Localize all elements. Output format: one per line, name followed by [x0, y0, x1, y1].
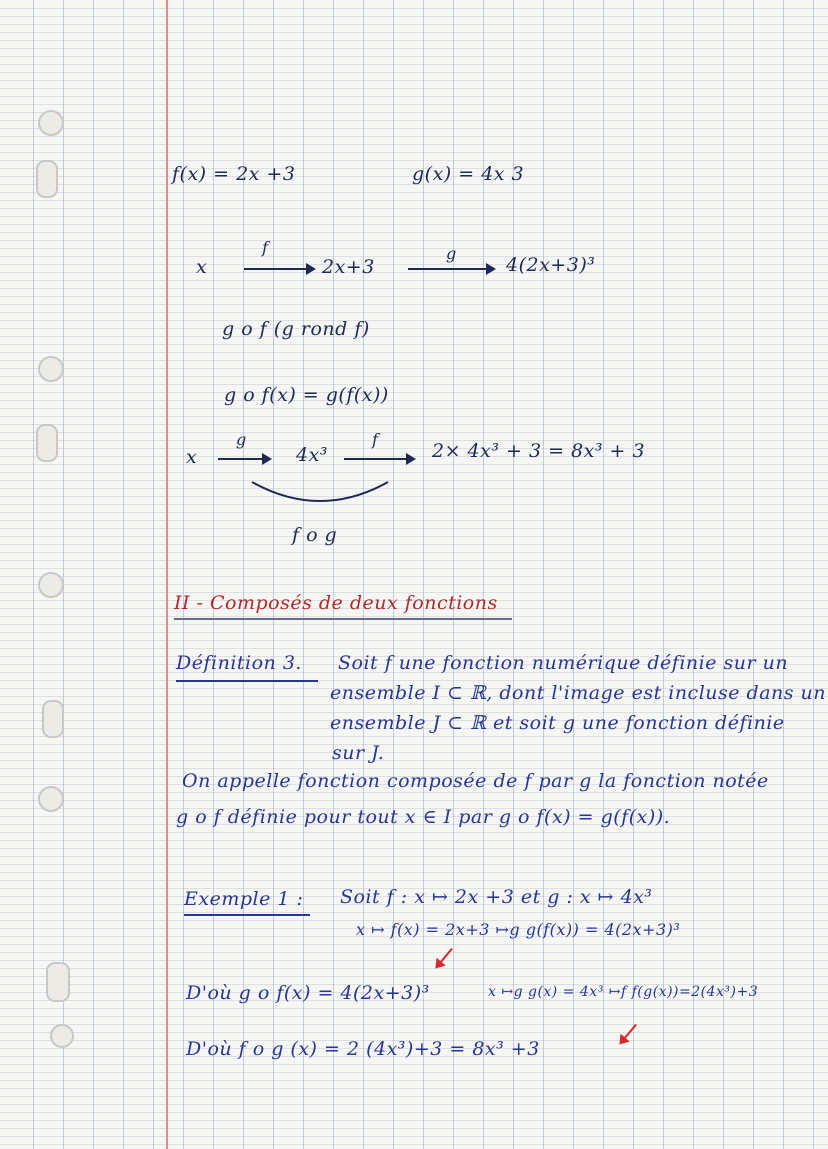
- definition-line: ensemble J ⊂ ℝ et soit g une fonction définie: [330, 712, 785, 734]
- example-line: Soit f : x ↦ 2x +3 et g : x ↦ 4x³: [340, 886, 653, 908]
- binder-hole: [38, 572, 64, 598]
- diagram1-g-label: g: [446, 244, 457, 263]
- check-mark: [621, 1024, 637, 1042]
- diagram2-arrow-f: [344, 458, 414, 460]
- definition-line: sur J.: [332, 742, 385, 764]
- binder-hole: [36, 160, 58, 198]
- definition-line: ensemble I ⊂ ℝ, dont l'image est incluse dans un: [330, 682, 827, 704]
- example-line: D'où g o f(x) = 4(2x+3)³: [186, 982, 430, 1004]
- definition-label: Définition 3.: [176, 652, 302, 674]
- diagram1-f-label: f: [262, 238, 269, 257]
- diagram2-g-label: g: [236, 430, 247, 449]
- diagram2-f-label: f: [372, 430, 379, 449]
- check-mark: [437, 948, 453, 966]
- definition-line: Soit f une fonction numérique définie sur un: [338, 652, 789, 674]
- definition-underline: [176, 680, 318, 682]
- binder-hole: [36, 424, 58, 462]
- binder-hole: [42, 700, 64, 738]
- binder-hole: [46, 962, 70, 1002]
- gof-name: g o f (g rond f): [222, 318, 370, 340]
- example-label: Exemple 1 :: [184, 888, 304, 910]
- diagram2-arrow-g: [218, 458, 270, 460]
- diagram1-x: x: [196, 256, 208, 278]
- section-underline: [174, 618, 512, 620]
- f-definition: f(x) = 2x +3: [172, 163, 296, 185]
- g-definition: g(x) = 4x 3: [412, 163, 525, 185]
- binder-hole: [38, 786, 64, 812]
- fog-name: f o g: [292, 524, 338, 546]
- section-title: II - Composés de deux fonctions: [174, 592, 498, 614]
- diagram2-result: 2× 4x³ + 3 = 8x³ + 3: [432, 440, 646, 462]
- diagram2-x: x: [186, 446, 198, 468]
- definition-line: On appelle fonction composée de f par g la fonction notée: [182, 770, 769, 792]
- diagram2-mid: 4x³: [296, 444, 328, 466]
- example-line: x ↦g g(x) = 4x³ ↦f f(g(x))=2(4x³)+3: [488, 984, 759, 1000]
- example-line: x ↦ f(x) = 2x+3 ↦g g(f(x)) = 4(2x+3)³: [356, 920, 681, 939]
- example-underline: [184, 914, 310, 916]
- example-line: D'où f o g (x) = 2 (4x³)+3 = 8x³ +3: [186, 1038, 540, 1060]
- diagram1-arrow-g: [408, 268, 494, 270]
- diagram1-arrow-f: [244, 268, 314, 270]
- diagram1-mid: 2x+3: [322, 256, 375, 278]
- gof-equation: g o f(x) = g(f(x)): [224, 384, 389, 406]
- margin-line: [166, 0, 168, 1149]
- binder-hole: [38, 110, 64, 136]
- binder-hole: [38, 356, 64, 382]
- diagram1-result: 4(2x+3)³: [506, 254, 596, 276]
- fog-brace: [248, 476, 394, 516]
- binder-hole: [50, 1024, 74, 1048]
- definition-line: g o f définie pour tout x ∈ I par g o f(x) = g(f(x)).: [176, 806, 671, 828]
